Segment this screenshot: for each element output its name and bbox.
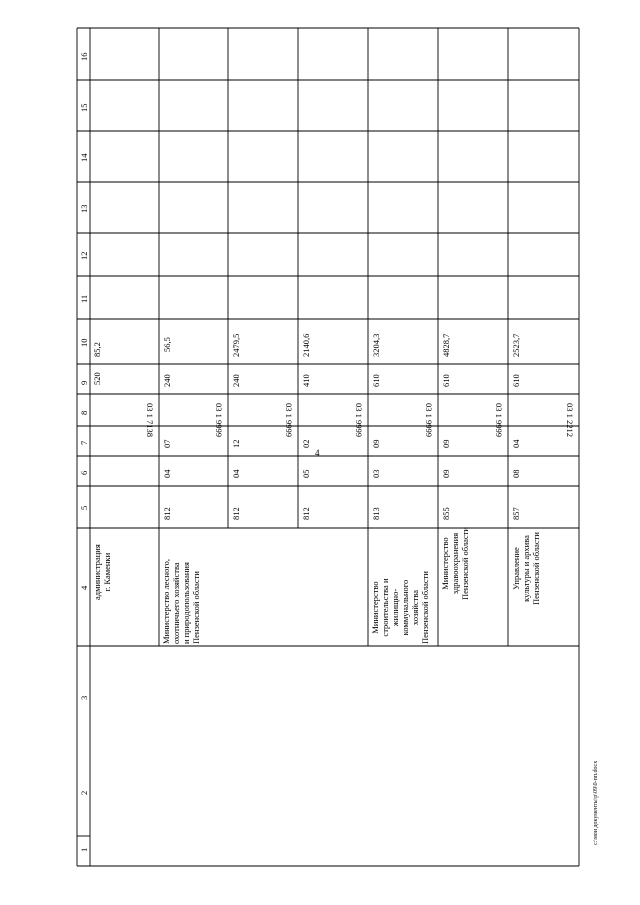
cell-col7: 02	[301, 439, 311, 448]
column-number-5: 5	[79, 505, 89, 510]
column-number-6: 6	[79, 470, 89, 475]
cell-col6: 08	[511, 469, 521, 478]
column-number-13: 13	[79, 204, 89, 213]
cell-col10: 4828,7	[441, 333, 451, 357]
cell-col7: 09	[371, 439, 381, 448]
cell-col6: 05	[301, 469, 311, 478]
cell-col10: 2523,7	[511, 333, 521, 357]
cell-col9: 240	[162, 374, 172, 387]
cell-col7: 07	[162, 439, 172, 448]
column-number-12: 12	[79, 251, 89, 260]
cell-col6: 03	[371, 469, 381, 478]
cell-col9: 610	[371, 374, 381, 387]
cell-col8: 03 1 2212	[565, 403, 575, 437]
column-number-16: 16	[79, 52, 89, 61]
cell-col5: 857	[511, 507, 521, 520]
cell-col4: Управление культуры и архива Пензенской области	[511, 532, 541, 605]
footer-file-path-text: c:\мои документы\р\09\0-пп.docx	[593, 760, 599, 845]
cell-col8: 03 1 9999	[354, 403, 364, 437]
cell-col9: 240	[231, 374, 241, 387]
cell-col9: 520	[92, 372, 102, 385]
cell-col10: 2140,6	[301, 333, 311, 357]
cell-col4: Министерство строительства и жилищно- коммунального хозяйства Пензенской области	[370, 571, 430, 644]
column-number-4: 4	[79, 585, 89, 590]
cell-col5: 813	[371, 507, 381, 520]
cell-col10: 56,5	[162, 337, 172, 352]
cell-col8: 03 1 7138	[145, 403, 155, 437]
cell-col8: 03 1 9999	[214, 403, 224, 437]
column-number-14: 14	[79, 153, 89, 162]
cell-col5: 812	[162, 507, 172, 520]
cell-col4: администрация г. Каменки	[92, 544, 112, 600]
column-number-15: 15	[79, 103, 89, 112]
cell-col5: 812	[301, 507, 311, 520]
cell-col9: 610	[441, 374, 451, 387]
column-number-2: 2	[79, 790, 89, 795]
cell-col10: 85,2	[92, 342, 102, 357]
cell-col6: 04	[162, 469, 172, 478]
cell-col9: 610	[511, 374, 521, 387]
cell-col8: 03 1 9999	[284, 403, 294, 437]
column-number-9: 9	[79, 380, 89, 385]
cell-col5: 812	[231, 507, 241, 520]
column-number-7: 7	[79, 440, 89, 445]
column-number-10: 10	[79, 338, 89, 347]
column-number-1: 1	[79, 847, 89, 852]
column-number-3: 3	[79, 695, 89, 700]
cell-col7: 09	[441, 439, 451, 448]
cell-col9: 410	[301, 374, 311, 387]
column-number-8: 8	[79, 410, 89, 415]
cell-col7: 12	[231, 439, 241, 448]
cell-col5: 855	[441, 507, 451, 520]
cell-col8: 03 1 9999	[494, 403, 504, 437]
footer-file-path	[593, 760, 602, 857]
cell-col4: Министерство лесного, охотничьего хозяйства и природопользования Пензенской области	[161, 559, 201, 644]
cell-col10: 3204,3	[371, 333, 381, 357]
cell-col10: 2479,5	[231, 333, 241, 357]
page-number: 4	[315, 448, 320, 458]
cell-col6: 04	[231, 469, 241, 478]
cell-col8: 03 1 9999	[424, 403, 434, 437]
cell-col4: Министерство здравоохранения Пензенской области	[440, 527, 470, 600]
cell-col6: 09	[441, 469, 451, 478]
column-number-11: 11	[79, 294, 89, 303]
cell-col7: 04	[511, 439, 521, 448]
